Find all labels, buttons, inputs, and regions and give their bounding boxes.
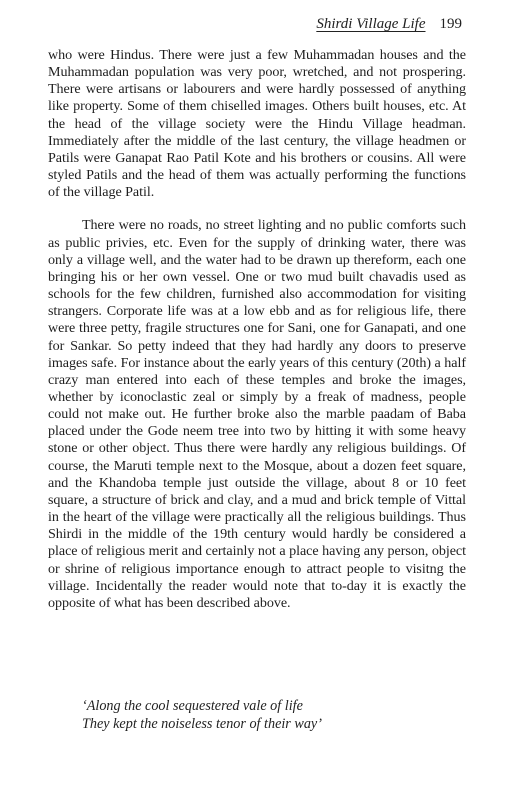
verse-line-1: ‘Along the cool sequestered vale of life	[82, 698, 303, 714]
paragraph-village-amenities: There were no roads, no street lighting and no public comforts such as public privies, etc. Even for the supply of drinking water, there was only a village well, and the water had to be drawn up thereform, each one bringing his or her own vessel. One or two mud built chavadis used as schools for the few children, furnished also accommodation for visiting strangers. Corporate life was at a low ebb and as for religious life, there were three petty, fragile structures one for Sani, one for Ganapati, and one for Sankar. So petty indeed that they had hardly any doors to preserve images safe. For instance about the early years of this century (20th) a half crazy man entered into each of these temples and broke the images, whether by iconoclastic zeal or simply by a freak of madness, people could not make out. He further broke also the marble paadam of Baba placed under the Gode neem tree into two by hitting it with some heavy stone or other object. Thus there were hardly any religious buildings. Of course, the Maruti temple next to the Mosque, about a dozen feet square, and the Khandoba temple just outside the village, about 8 or 10 feet square, a structure of brick and clay, and a mud and brick temple of Vittal in the heart of the village were practically all the religious buildings. Thus Shirdi in the middle of the 19th century would hardly be considered a place of religious merit and certainly not a place having any person, object or shrine of religious importance enough to attract people to visitng the village. Incidentally the reader would note that to-day it is exactly the opposite of what has been described above.	[48, 217, 466, 611]
paragraph-continued: who were Hindus. There were just a few Muhammadan houses and the Muhammadan population was very poor, wretched, and not prospering. There were artisans or labourers and were hardly possessed of anything like property. Some of them chiselled images. Others built houses, etc. At the head of the village society were the Hindu Village headman. Immediately after the middle of the last century, the village headmen or Patils were Ganapat Rao Patil Kote and his brothers or cousins. All were styled Patils and the head of them was actually performing the functions of the village Patil.	[48, 47, 466, 201]
page-number: 199	[439, 16, 462, 32]
running-header	[316, 16, 462, 33]
body-text	[48, 47, 466, 612]
verse-line-2: They kept the noiseless tenor of their way’	[82, 715, 322, 732]
verse-quotation	[82, 698, 322, 733]
running-title: Shirdi Village Life	[316, 16, 426, 32]
